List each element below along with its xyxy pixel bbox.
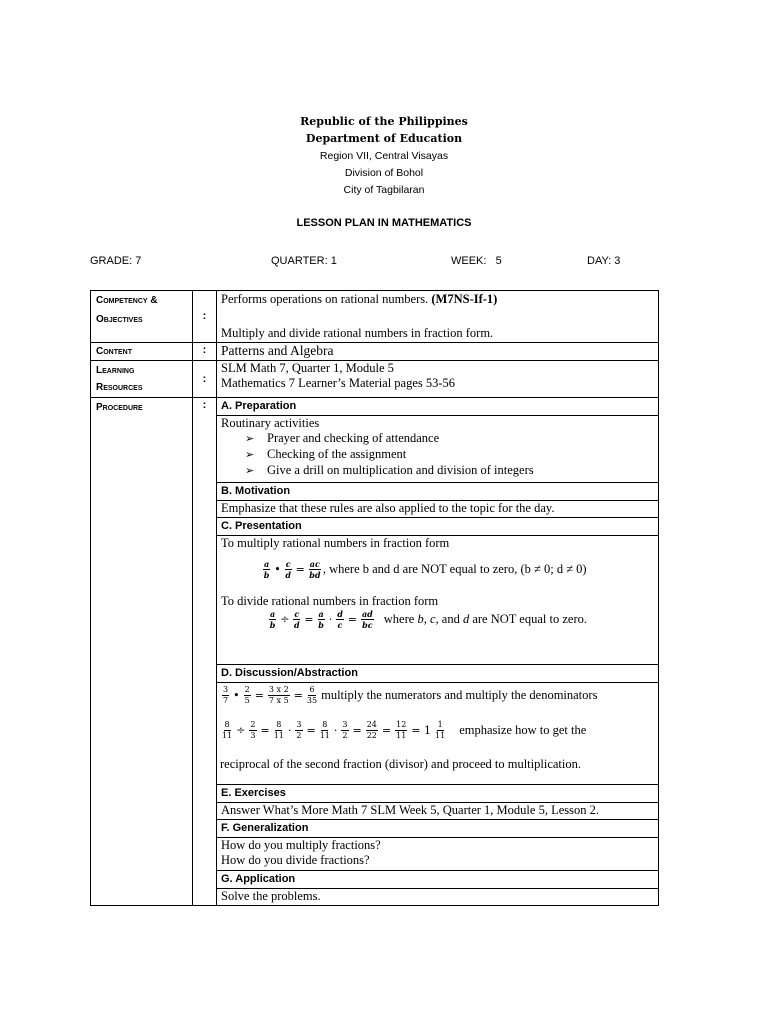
fraction: $\frac{2}{3}$ xyxy=(250,720,256,740)
fraction: $\frac{3 x 2}{7 x 5}$ xyxy=(268,685,289,705)
fraction: $\frac{3}{7}$ xyxy=(223,685,229,705)
example-multiply xyxy=(220,685,654,706)
fraction: $\frac{ad}{bc}$ xyxy=(362,609,373,630)
fraction: $\frac{a}{b}$ xyxy=(269,609,276,630)
fraction: $\frac{d}{c}$ xyxy=(337,609,343,630)
fraction: $\frac{c}{d}$ xyxy=(285,559,291,580)
fraction: $\frac{8}{11}$ xyxy=(222,720,233,740)
resource-item: SLM Math 7, Quarter 1, Module 5 xyxy=(221,361,394,375)
motivation-body: Emphasize that these rules are also applied to the topic for the day. xyxy=(217,501,659,518)
procedure-label-text: Procedure xyxy=(96,402,143,413)
department-text: Department of Education xyxy=(305,132,463,145)
divide-intro: To divide rational numbers in fraction form xyxy=(221,594,439,608)
example-multiply-note: multiply the numerators and multiply the denominators xyxy=(321,688,598,702)
colon: : xyxy=(193,398,217,906)
section-row xyxy=(91,398,659,416)
multiply-intro: To multiply rational numbers in fraction form xyxy=(221,536,450,550)
preparation-body xyxy=(217,416,659,483)
section-title-presentation: C. Presentation xyxy=(217,518,659,536)
competency-label-a: Competency & xyxy=(96,295,158,306)
competency-text: Performs operations on rational numbers. xyxy=(221,292,429,306)
fraction: $\frac{24}{22}$ xyxy=(366,720,377,740)
resources-label-b: Resources xyxy=(96,382,143,393)
fraction: $\frac{2}{5}$ xyxy=(244,685,250,705)
example-divide xyxy=(220,720,654,741)
divide-rule-text: where b, c, and d are NOT equal to zero. xyxy=(383,612,587,626)
multiply-rule xyxy=(221,559,654,580)
preparation-intro: Routinary activities xyxy=(221,416,320,430)
equals-sign: = xyxy=(306,724,316,737)
equals-sign: = xyxy=(381,724,392,737)
equals-sign: = xyxy=(304,613,314,626)
letterhead-agency xyxy=(0,113,768,147)
section-title-generalization: F. Generalization xyxy=(217,820,659,838)
competency-label-b: Objectives xyxy=(96,314,143,325)
resources-label xyxy=(91,361,193,398)
republic-text: Republic of the Philippines xyxy=(300,115,468,128)
section-title-preparation: A. Preparation xyxy=(217,398,659,416)
dot-operator: · xyxy=(333,724,338,737)
equals-sign: = xyxy=(254,689,264,702)
week-label: WEEK: 5 xyxy=(451,255,502,267)
fraction: $\frac{c}{d}$ xyxy=(294,609,300,630)
list-item: ➢ Checking of the assignment xyxy=(245,447,654,463)
lesson-plan-table xyxy=(90,290,659,906)
grade-label: GRADE: 7 xyxy=(90,255,142,267)
quarter-label: QUARTER: 1 xyxy=(271,255,337,267)
competency-label xyxy=(91,291,193,343)
competency-code: (M7NS-If-1) xyxy=(431,292,498,306)
divide-operator: ÷ xyxy=(236,724,246,737)
fraction: $\frac{6}{35}$ xyxy=(306,685,318,705)
fraction: $\frac{ac}{bd}$ xyxy=(309,559,321,580)
resource-item: Mathematics 7 Learner’s Material pages 53-56 xyxy=(221,376,456,390)
fraction: $\frac{1}{11}$ xyxy=(435,720,446,740)
equals-sign: = 1 xyxy=(411,724,432,737)
dot-operator: · xyxy=(328,613,333,626)
list-item: ➢ Give a drill on multiplication and division of integers xyxy=(245,463,654,479)
page-title: LESSON PLAN IN MATHEMATICS xyxy=(296,217,472,229)
competency-row xyxy=(91,291,659,343)
equals-sign: = xyxy=(293,689,303,702)
fraction: $\frac{8}{11}$ xyxy=(273,720,284,740)
generalization-body xyxy=(217,838,659,871)
fraction: $\frac{a}{b}$ xyxy=(263,559,270,580)
dot-operator: • xyxy=(274,563,281,576)
application-body: Solve the problems. xyxy=(217,889,659,906)
colon: : xyxy=(193,361,217,398)
fraction: $\frac{3}{2}$ xyxy=(296,720,302,740)
example-divide-note-cont: reciprocal of the second fraction (divisor) and proceed to multiplication. xyxy=(220,757,581,771)
resources-row xyxy=(91,361,659,398)
equals-sign: = xyxy=(347,613,357,626)
content-label-text: Content xyxy=(96,346,132,357)
colon: : xyxy=(193,343,217,361)
generalization-question: How do you multiply fractions? xyxy=(221,838,381,852)
divide-rule xyxy=(221,609,654,630)
equals-sign: = xyxy=(352,724,362,737)
competency-value xyxy=(217,291,659,343)
procedure-label xyxy=(91,398,193,906)
letterhead-address xyxy=(0,148,768,199)
equals-sign: = xyxy=(260,724,270,737)
example-divide-note: emphasize how to get the xyxy=(459,723,587,737)
section-title-application: G. Application xyxy=(217,871,659,889)
section-title-discussion: D. Discussion/Abstraction xyxy=(217,665,659,683)
discussion-body xyxy=(217,683,659,785)
division-text: Division of Bohol xyxy=(344,167,424,179)
region-text: Region VII, Central Visayas xyxy=(319,150,449,162)
city-text: City of Tagbilaran xyxy=(343,184,425,196)
fraction: $\frac{a}{b}$ xyxy=(318,609,324,630)
content-value: Patterns and Algebra xyxy=(217,343,659,361)
dot-operator: • xyxy=(233,689,240,702)
exercises-body: Answer What’s More Math 7 SLM Week 5, Quarter 1, Module 5, Lesson 2. xyxy=(217,803,659,820)
objective-text: Multiply and divide rational numbers in fraction form. xyxy=(221,326,494,340)
fraction: $\frac{3}{2}$ xyxy=(342,720,348,740)
fraction: $\frac{8}{11}$ xyxy=(319,720,330,740)
content-row xyxy=(91,343,659,361)
multiply-rule-text: , where b and d are NOT equal to zero, (b ≠ 0; d ≠ 0) xyxy=(322,562,587,576)
equals-sign: = xyxy=(295,563,305,576)
section-title-exercises: E. Exercises xyxy=(217,785,659,803)
preparation-bullets xyxy=(221,431,654,479)
resources-value xyxy=(217,361,659,398)
dot-operator: · xyxy=(287,724,292,737)
divide-operator: ÷ xyxy=(280,613,290,626)
presentation-body xyxy=(217,536,659,665)
content-label xyxy=(91,343,193,361)
generalization-question: How do you divide fractions? xyxy=(221,853,370,867)
resources-label-a: Learning xyxy=(96,365,135,376)
list-item: ➢ Prayer and checking of attendance xyxy=(245,431,654,447)
day-label: DAY: 3 xyxy=(587,255,621,267)
section-title-motivation: B. Motivation xyxy=(217,483,659,501)
fraction: $\frac{12}{11}$ xyxy=(396,720,407,740)
colon: : xyxy=(193,291,217,343)
